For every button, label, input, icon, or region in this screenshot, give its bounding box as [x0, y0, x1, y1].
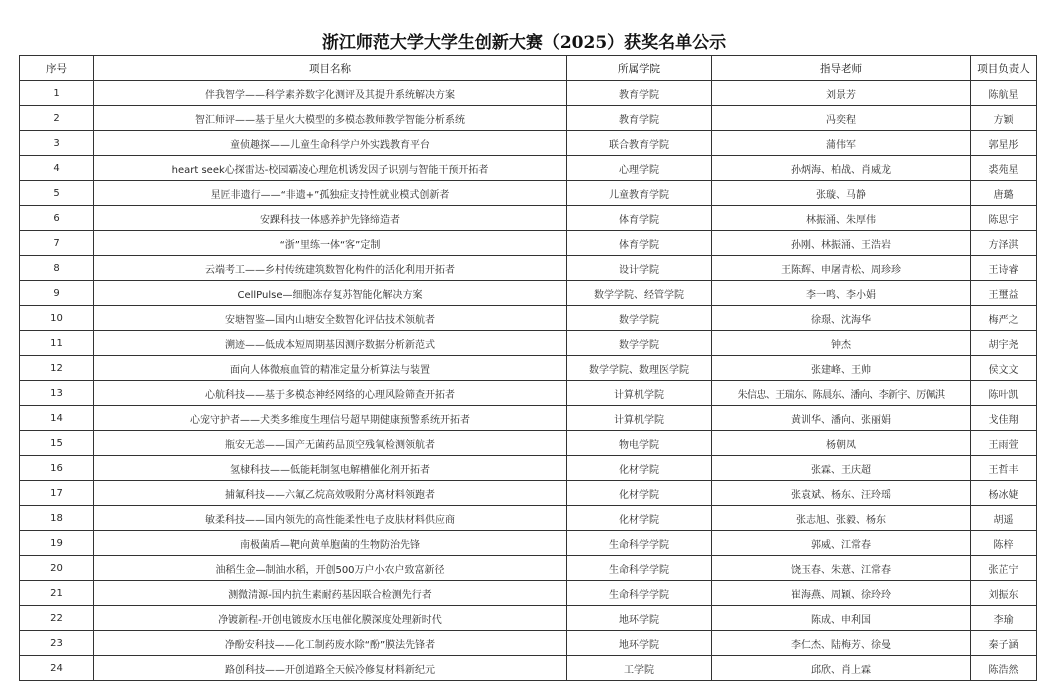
- row-number-cell: 23: [20, 631, 94, 656]
- table-row: [20, 456, 1037, 481]
- leader-cell: 郭星彤: [971, 131, 1037, 156]
- college-cell: 教育学院: [567, 106, 712, 131]
- project-name-cell: 瓶安无恙——国产无菌药品顶空残氧检测领航者: [94, 431, 567, 456]
- leader-cell: 裘苑星: [971, 156, 1037, 181]
- college-cell: 心理学院: [567, 156, 712, 181]
- leader-cell: 秦子涵: [971, 631, 1037, 656]
- row-number-cell: 1: [20, 81, 94, 106]
- project-name-cell: 伴我智学——科学素养数字化测评及其提升系统解决方案: [94, 81, 567, 106]
- header-project-name: 项目名称: [94, 56, 567, 81]
- college-cell: 化材学院: [567, 481, 712, 506]
- table-row: [20, 106, 1037, 131]
- table-row: [20, 256, 1037, 281]
- leader-cell: 王雨萱: [971, 431, 1037, 456]
- advisor-cell: 冯奕程: [712, 106, 971, 131]
- leader-cell: 王璽益: [971, 281, 1037, 306]
- project-name-cell: heart seek心探雷达-校园霸凌心理危机诱发因子识别与智能干预开拓者: [94, 156, 567, 181]
- project-name-cell: 测微清源-国内抗生素耐药基因联合检测先行者: [94, 581, 567, 606]
- table-row: [20, 631, 1037, 656]
- leader-cell: 陈梓: [971, 531, 1037, 556]
- leader-cell: 梅严之: [971, 306, 1037, 331]
- college-cell: 数学学院: [567, 331, 712, 356]
- project-name-cell: CellPulse—细胞冻存复苏智能化解决方案: [94, 281, 567, 306]
- leader-cell: 胡宇尧: [971, 331, 1037, 356]
- row-number-cell: 21: [20, 581, 94, 606]
- advisor-cell: 王陈辉、申屠青松、周珍珍: [712, 256, 971, 281]
- table-row: [20, 381, 1037, 406]
- college-cell: 教育学院: [567, 81, 712, 106]
- college-cell: 数学学院、经管学院: [567, 281, 712, 306]
- header-leader: 项目负责人: [971, 56, 1037, 81]
- table-row: [20, 606, 1037, 631]
- advisor-cell: 饶玉春、朱薏、江常春: [712, 556, 971, 581]
- row-number-cell: 5: [20, 181, 94, 206]
- advisor-cell: 张袁斌、杨东、汪玲瑶: [712, 481, 971, 506]
- row-number-cell: 7: [20, 231, 94, 256]
- table-row: [20, 156, 1037, 181]
- row-number-cell: 17: [20, 481, 94, 506]
- college-cell: 儿童教育学院: [567, 181, 712, 206]
- leader-cell: 张芷宁: [971, 556, 1037, 581]
- advisor-cell: 李一鸣、李小娟: [712, 281, 971, 306]
- header-advisor: 指导老师: [712, 56, 971, 81]
- award-table: [19, 55, 1037, 681]
- leader-cell: 陈航星: [971, 81, 1037, 106]
- row-number-cell: 4: [20, 156, 94, 181]
- table-row: [20, 506, 1037, 531]
- leader-cell: 方颖: [971, 106, 1037, 131]
- college-cell: 计算机学院: [567, 381, 712, 406]
- project-name-cell: 氢棣科技——低能耗制氢电解槽催化剂开拓者: [94, 456, 567, 481]
- header-number: 序号: [20, 56, 94, 81]
- row-number-cell: 15: [20, 431, 94, 456]
- table-row: [20, 556, 1037, 581]
- advisor-cell: 徐璟、沈海华: [712, 306, 971, 331]
- leader-cell: 杨冰婕: [971, 481, 1037, 506]
- table-row: [20, 481, 1037, 506]
- row-number-cell: 24: [20, 656, 94, 681]
- table-row: [20, 581, 1037, 606]
- project-name-cell: 面向人体微痕血管的精准定量分析算法与装置: [94, 356, 567, 381]
- advisor-cell: 钟杰: [712, 331, 971, 356]
- project-name-cell: 安塘智鉴—国内山塘安全数智化评估技术领航者: [94, 306, 567, 331]
- leader-cell: 李瑜: [971, 606, 1037, 631]
- table-row: [20, 181, 1037, 206]
- college-cell: 地环学院: [567, 631, 712, 656]
- college-cell: 工学院: [567, 656, 712, 681]
- table-row: [20, 531, 1037, 556]
- college-cell: 联合教育学院: [567, 131, 712, 156]
- table-row: [20, 131, 1037, 156]
- table-row: [20, 406, 1037, 431]
- project-name-cell: 云端考工——乡村传统建筑数智化构件的活化利用开拓者: [94, 256, 567, 281]
- leader-cell: 唐璐: [971, 181, 1037, 206]
- leader-cell: 王哲丰: [971, 456, 1037, 481]
- college-cell: 化材学院: [567, 456, 712, 481]
- advisor-cell: 张璇、马静: [712, 181, 971, 206]
- advisor-cell: 蒲伟军: [712, 131, 971, 156]
- leader-cell: 戈佳翔: [971, 406, 1037, 431]
- table-row: [20, 331, 1037, 356]
- row-number-cell: 20: [20, 556, 94, 581]
- college-cell: 体育学院: [567, 206, 712, 231]
- row-number-cell: 9: [20, 281, 94, 306]
- advisor-cell: 张建峰、王帅: [712, 356, 971, 381]
- table-row: [20, 431, 1037, 456]
- advisor-cell: 张志旭、张毅、杨东: [712, 506, 971, 531]
- college-cell: 生命科学学院: [567, 531, 712, 556]
- leader-cell: 王诗睿: [971, 256, 1037, 281]
- table-body: [20, 81, 1037, 681]
- advisor-cell: 郭威、江常春: [712, 531, 971, 556]
- row-number-cell: 13: [20, 381, 94, 406]
- row-number-cell: 16: [20, 456, 94, 481]
- row-number-cell: 2: [20, 106, 94, 131]
- leader-cell: 陈叶凯: [971, 381, 1037, 406]
- project-name-cell: 敏柔科技——国内领先的高性能柔性电子皮肤材料供应商: [94, 506, 567, 531]
- college-cell: 设计学院: [567, 256, 712, 281]
- table-header-row: [20, 56, 1037, 81]
- project-name-cell: 净镀新程-开创电镀废水压电催化膜深度处理新时代: [94, 606, 567, 631]
- project-name-cell: 童侦趣探——儿童生命科学户外实践教育平台: [94, 131, 567, 156]
- project-name-cell: 净酚安科技——化工制药废水除“酚”膜法先锋者: [94, 631, 567, 656]
- college-cell: 生命科学学院: [567, 556, 712, 581]
- project-name-cell: 溯迹——低成本短周期基因测序数据分析新范式: [94, 331, 567, 356]
- project-name-cell: “浙”里练一体“客”定制: [94, 231, 567, 256]
- project-name-cell: 心航科技——基于多模态神经网络的心理风险筛查开拓者: [94, 381, 567, 406]
- row-number-cell: 14: [20, 406, 94, 431]
- row-number-cell: 10: [20, 306, 94, 331]
- college-cell: 生命科学学院: [567, 581, 712, 606]
- leader-cell: 陈思宇: [971, 206, 1037, 231]
- project-name-cell: 安踝科技一体感养护先锋缔造者: [94, 206, 567, 231]
- table-row: [20, 281, 1037, 306]
- project-name-cell: 捕氟科技——六氟乙烷高效吸附分离材料领跑者: [94, 481, 567, 506]
- header-college: 所属学院: [567, 56, 712, 81]
- table-row: [20, 81, 1037, 106]
- project-name-cell: 油稻生金—制油水稻，开创500万户小农户致富新径: [94, 556, 567, 581]
- row-number-cell: 18: [20, 506, 94, 531]
- college-cell: 地环学院: [567, 606, 712, 631]
- advisor-cell: 杨朝凤: [712, 431, 971, 456]
- project-name-cell: 智汇师评——基于星火大模型的多模态教师教学智能分析系统: [94, 106, 567, 131]
- college-cell: 体育学院: [567, 231, 712, 256]
- college-cell: 数学学院、数理医学院: [567, 356, 712, 381]
- advisor-cell: 黄训华、潘向、张丽娟: [712, 406, 971, 431]
- college-cell: 计算机学院: [567, 406, 712, 431]
- table-row: [20, 206, 1037, 231]
- page-title: 浙江师范大学大学生创新大赛（2025）获奖名单公示: [321, 33, 727, 53]
- college-cell: 物电学院: [567, 431, 712, 456]
- college-cell: 化材学院: [567, 506, 712, 531]
- advisor-cell: 刘景芳: [712, 81, 971, 106]
- row-number-cell: 11: [20, 331, 94, 356]
- advisor-cell: 张霖、王庆超: [712, 456, 971, 481]
- table-row: [20, 656, 1037, 681]
- table-row: [20, 356, 1037, 381]
- project-name-cell: 南极菌盾—靶向黄单胞菌的生物防治先锋: [94, 531, 567, 556]
- advisor-cell: 陈成、申利国: [712, 606, 971, 631]
- project-name-cell: 星匠非遗行——“非遗+”孤独症支持性就业模式创新者: [94, 181, 567, 206]
- leader-cell: 方泽淇: [971, 231, 1037, 256]
- advisor-cell: 孙刚、林振涌、王浩岩: [712, 231, 971, 256]
- row-number-cell: 3: [20, 131, 94, 156]
- row-number-cell: 6: [20, 206, 94, 231]
- advisor-cell: 林振涌、朱厚伟: [712, 206, 971, 231]
- row-number-cell: 22: [20, 606, 94, 631]
- row-number-cell: 8: [20, 256, 94, 281]
- project-name-cell: 路创科技——开创道路全天候冷修复材料新纪元: [94, 656, 567, 681]
- row-number-cell: 19: [20, 531, 94, 556]
- advisor-cell: 李仁杰、陆梅芳、徐曼: [712, 631, 971, 656]
- project-name-cell: 心宠守护者——犬类多维度生理信号超早期健康预警系统开拓者: [94, 406, 567, 431]
- advisor-cell: 崔海燕、周颖、徐玲玲: [712, 581, 971, 606]
- leader-cell: 刘振东: [971, 581, 1037, 606]
- table-row: [20, 231, 1037, 256]
- leader-cell: 侯文文: [971, 356, 1037, 381]
- advisor-cell: 邱欣、肖上霖: [712, 656, 971, 681]
- leader-cell: 胡遥: [971, 506, 1037, 531]
- advisor-cell: 孙炳海、柏战、肖威龙: [712, 156, 971, 181]
- table-row: [20, 306, 1037, 331]
- advisor-cell: 朱信忠、王瑞东、陈晨东、潘向、李新宇、厉佩淇: [712, 381, 971, 406]
- leader-cell: 陈浩然: [971, 656, 1037, 681]
- college-cell: 数学学院: [567, 306, 712, 331]
- row-number-cell: 12: [20, 356, 94, 381]
